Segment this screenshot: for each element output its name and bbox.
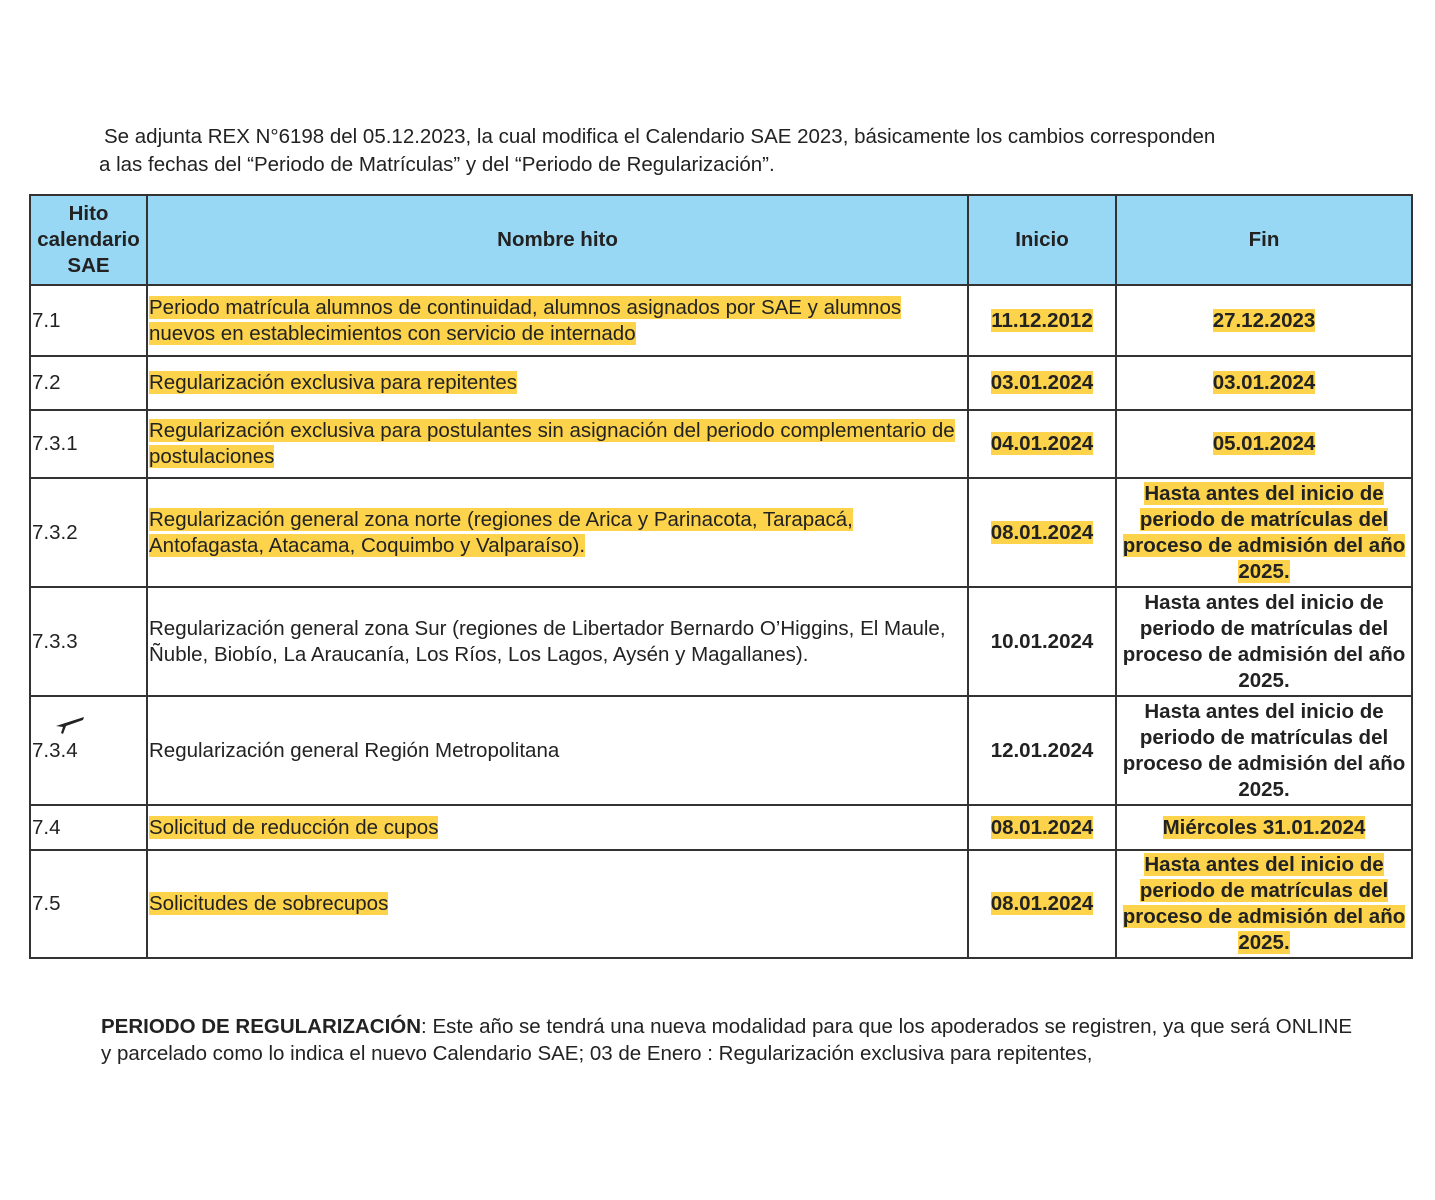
nombre-cell: Solicitudes de sobrecupos	[147, 850, 968, 958]
closing-text: : Este año se tendrá una nueva modalidad para que los apoderados se registren, ya que será ONLINE y parcelado como lo indica el nuevo Calendario SAE; 03 de Enero : Regularización exclusiva para repitentes,	[101, 1015, 1353, 1065]
table-row	[30, 478, 1412, 587]
inicio-cell: 08.01.2024	[968, 805, 1116, 850]
inicio-cell: 04.01.2024	[968, 410, 1116, 478]
inicio-cell: 12.01.2024	[968, 696, 1116, 805]
hito-cell: 7.5	[30, 850, 147, 958]
inicio-cell: 03.01.2024	[968, 356, 1116, 410]
nombre-cell: Regularización general Región Metropolitana	[147, 696, 968, 805]
intro-line-1: Se adjunta REX N°6198 del 05.12.2023, la cual modifica el Calendario SAE 2023, básicamente los cambios corresponden	[104, 125, 1216, 148]
sae-calendar-table	[29, 194, 1413, 959]
table-row	[30, 696, 1412, 805]
fin-cell: Hasta antes del inicio de periodo de matrículas del proceso de admisión del año 2025.	[1116, 696, 1412, 805]
fin-cell: Hasta antes del inicio de periodo de matrículas del proceso de admisión del año 2025.	[1116, 587, 1412, 696]
closing-paragraph	[101, 1013, 1361, 1067]
table-row	[30, 410, 1412, 478]
table-row	[30, 285, 1412, 356]
fin-cell: 05.01.2024	[1116, 410, 1412, 478]
intro-paragraph	[99, 123, 1359, 179]
inicio-cell: 08.01.2024	[968, 478, 1116, 587]
pen-mark-icon	[54, 714, 86, 736]
hito-cell: 7.3.3	[30, 587, 147, 696]
hito-cell: 7.2	[30, 356, 147, 410]
intro-line-2: a las fechas del “Periodo de Matrículas” y del “Periodo de Regularización”.	[99, 153, 775, 176]
hito-cell: 7.3.1	[30, 410, 147, 478]
header-hito: Hito calendario SAE	[30, 195, 147, 285]
nombre-cell: Regularización exclusiva para repitentes	[147, 356, 968, 410]
fin-cell: 27.12.2023	[1116, 285, 1412, 356]
nombre-cell: Regularización general zona norte (regiones de Arica y Parinacota, Tarapacá, Antofagasta, Atacama, Coquimbo y Valparaíso).	[147, 478, 968, 587]
hito-cell: 7.4	[30, 805, 147, 850]
hito-cell: 7.3.4	[30, 696, 147, 805]
nombre-cell: Regularización general zona Sur (regiones de Libertador Bernardo O’Higgins, El Maule, Ñuble, Biobío, La Araucanía, Los Ríos, Los Lagos, Aysén y Magallanes).	[147, 587, 968, 696]
table-row	[30, 850, 1412, 958]
nombre-cell: Solicitud de reducción de cupos	[147, 805, 968, 850]
header-fin: Fin	[1116, 195, 1412, 285]
nombre-cell: Periodo matrícula alumnos de continuidad, alumnos asignados por SAE y alumnos nuevos en establecimientos con servicio de internado	[147, 285, 968, 356]
header-nombre: Nombre hito	[147, 195, 968, 285]
hito-cell: 7.1	[30, 285, 147, 356]
hito-cell: 7.3.2	[30, 478, 147, 587]
inicio-cell: 11.12.2012	[968, 285, 1116, 356]
inicio-cell: 08.01.2024	[968, 850, 1116, 958]
fin-cell: Hasta antes del inicio de periodo de matrículas del proceso de admisión del año 2025.	[1116, 850, 1412, 958]
nombre-cell: Regularización exclusiva para postulantes sin asignación del periodo complementario de postulaciones	[147, 410, 968, 478]
fin-cell: 03.01.2024	[1116, 356, 1412, 410]
table-header-row	[30, 195, 1412, 285]
header-inicio: Inicio	[968, 195, 1116, 285]
fin-cell: Miércoles 31.01.2024	[1116, 805, 1412, 850]
table-row	[30, 587, 1412, 696]
fin-cell: Hasta antes del inicio de periodo de matrículas del proceso de admisión del año 2025.	[1116, 478, 1412, 587]
closing-label: PERIODO DE REGULARIZACIÓN	[101, 1015, 422, 1038]
inicio-cell: 10.01.2024	[968, 587, 1116, 696]
table-row	[30, 356, 1412, 410]
table-row	[30, 805, 1412, 850]
